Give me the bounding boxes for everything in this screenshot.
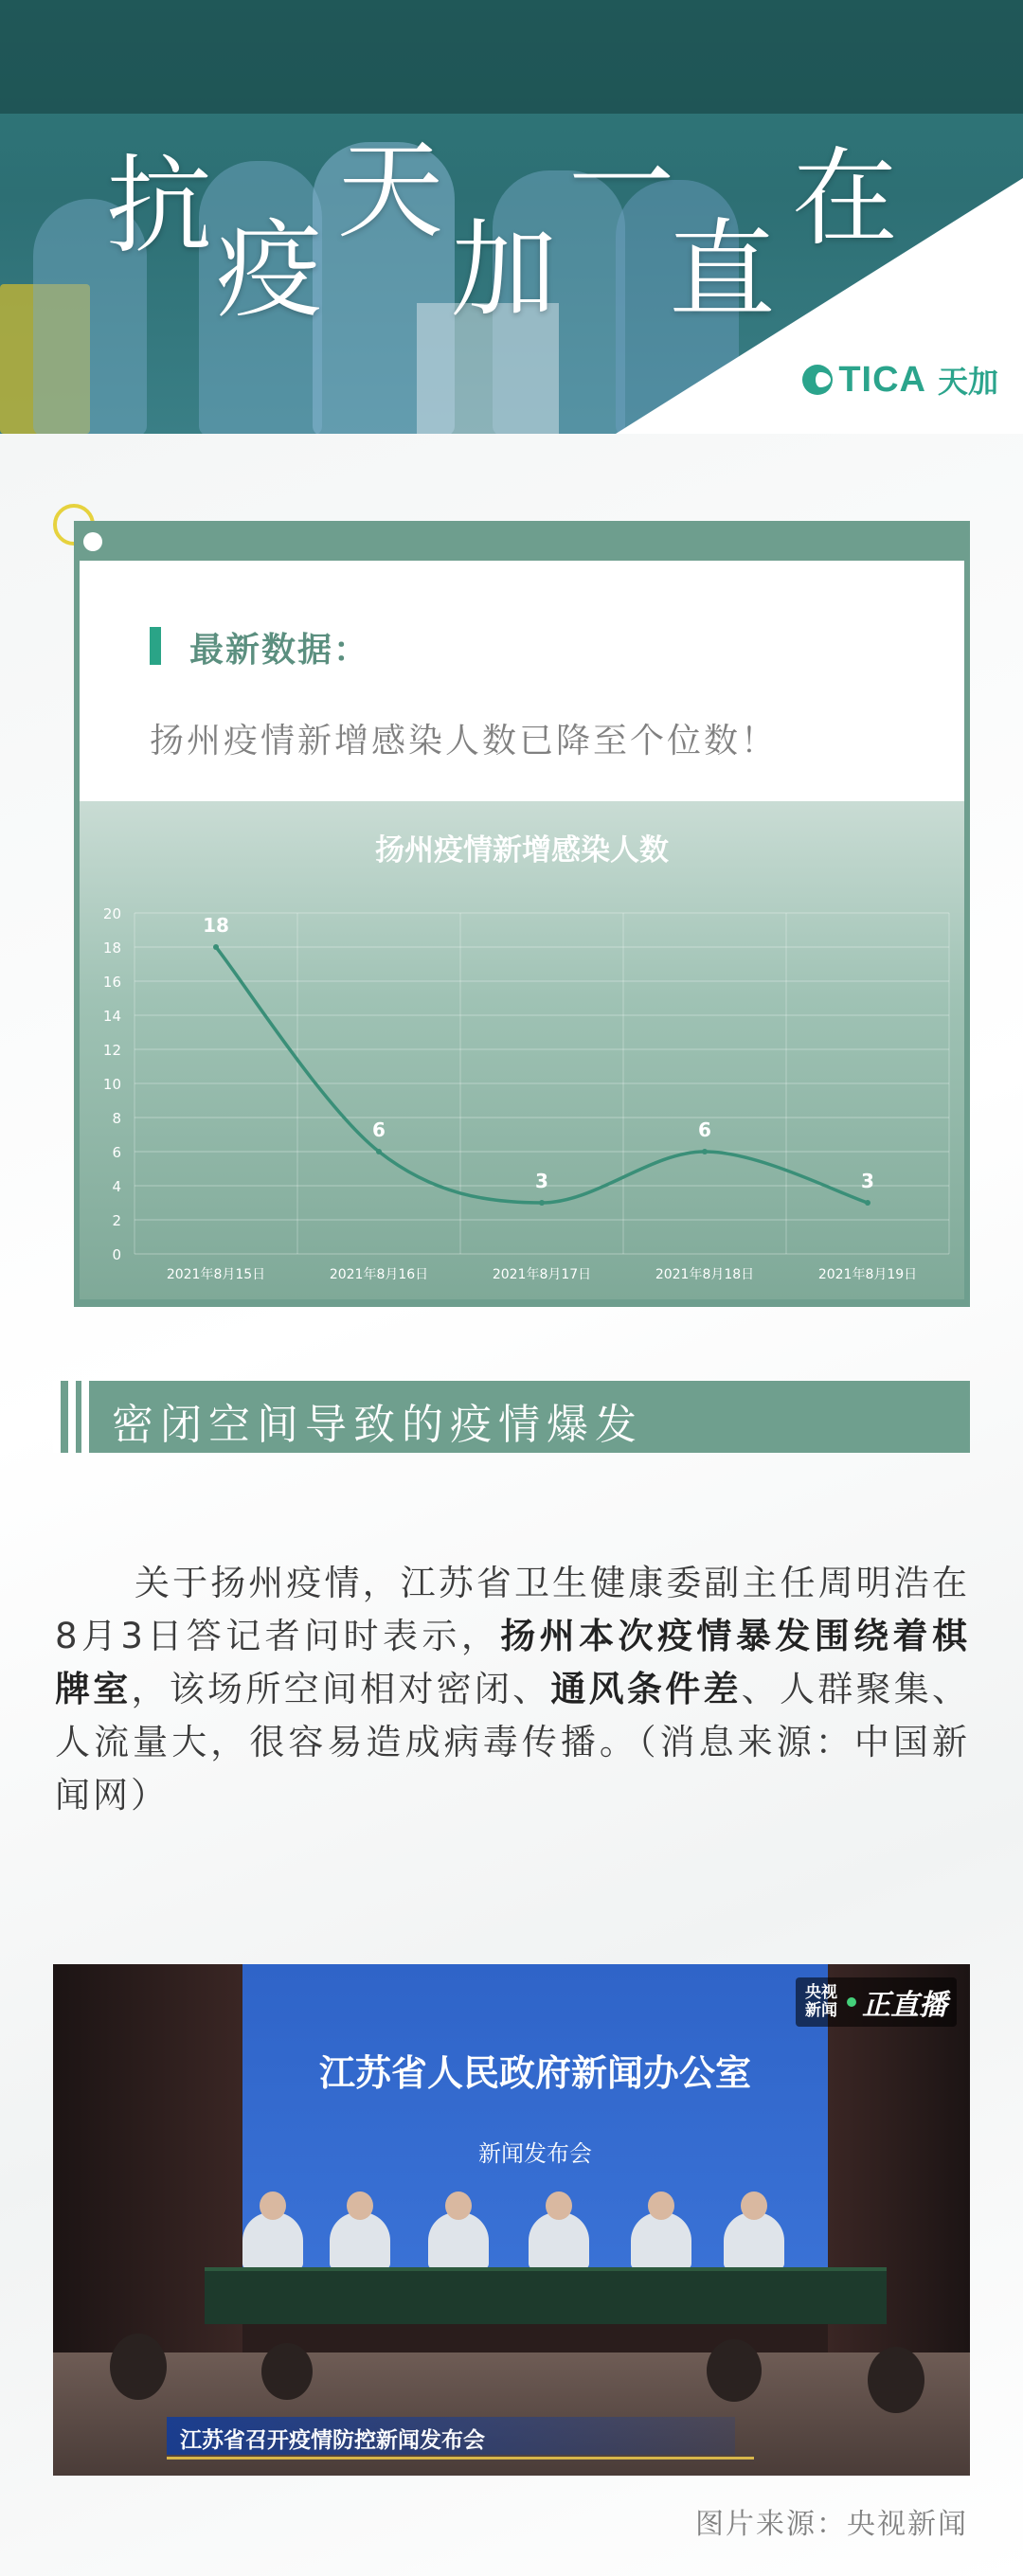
logo-text: TICA — [838, 359, 926, 400]
data-point — [702, 1149, 708, 1154]
data-point — [376, 1149, 382, 1154]
data-label: 6 — [698, 1118, 711, 1141]
banner-title-char: 疫 — [216, 209, 322, 332]
data-point — [865, 1200, 870, 1206]
screen-title: 江苏省人民政府新闻办公室 — [318, 2051, 751, 2094]
card-subtitle: 扬州疫情新增感染人数已降至个位数！ — [150, 722, 779, 760]
data-point — [213, 944, 219, 950]
y-tick-label: 2 — [112, 1212, 121, 1229]
line-chart — [80, 801, 964, 1299]
para-text: 、人群聚集、人流量大，很容易造成病毒传播。（消息来源：中国新闻网） — [55, 1669, 971, 1816]
banner-title-char: 一 — [568, 122, 674, 245]
card-heading: 最新数据： — [189, 631, 370, 670]
section-header — [53, 1381, 970, 1453]
para-bold: 通风条件差 — [550, 1669, 742, 1709]
series-line — [216, 947, 868, 1203]
caption-underline — [167, 2457, 754, 2460]
banner-title-char: 在 — [792, 137, 898, 260]
live-label: 正直播 — [862, 1989, 947, 2022]
ring-dot-icon — [83, 532, 102, 551]
para-text: 关于扬州疫情，江苏省卫生健康委副主任周明浩在8月3日答记者问时表示， — [55, 1563, 970, 1656]
chart-area — [80, 801, 964, 1299]
para-bold: 扬州本次疫情暴发围绕着棋牌室 — [55, 1616, 970, 1709]
data-label: 18 — [203, 914, 229, 937]
data-card — [74, 521, 970, 1307]
heading-bar — [150, 627, 161, 665]
tica-logo-icon — [802, 365, 833, 395]
x-tick-label: 2021年8月15日 — [166, 1267, 266, 1282]
section-title: 密闭空间导致的疫情爆发 — [112, 1401, 643, 1449]
photo-caption: 江苏省召开疫情防控新闻发布会 — [167, 2417, 735, 2455]
y-tick-label: 10 — [102, 1076, 121, 1093]
y-tick-label: 16 — [102, 974, 121, 991]
data-point — [539, 1200, 545, 1206]
x-tick-label: 2021年8月19日 — [817, 1267, 918, 1282]
data-label: 3 — [535, 1170, 548, 1192]
x-tick-label: 2021年8月16日 — [329, 1267, 429, 1282]
y-tick-label: 8 — [112, 1110, 121, 1127]
banner-title-char: 天 — [337, 130, 443, 253]
conference-table — [205, 2267, 887, 2324]
screen-subtitle: 新闻发布会 — [478, 2140, 592, 2167]
card-header — [80, 561, 964, 801]
press-conference-photo — [53, 1964, 970, 2476]
y-tick-label: 20 — [102, 905, 121, 922]
data-label: 3 — [861, 1170, 874, 1192]
header-stripe — [68, 1381, 76, 1453]
para-text: ，该场所空间相对密闭、 — [131, 1669, 551, 1709]
banner-title-char: 直 — [669, 209, 775, 332]
banner-title-char: 抗 — [106, 145, 212, 268]
photo-credit: 图片来源：央视新闻 — [695, 2508, 968, 2541]
x-tick-label: 2021年8月18日 — [655, 1267, 755, 1282]
live-dot-icon — [847, 1997, 856, 2007]
tica-logo — [802, 358, 998, 402]
y-tick-label: 12 — [102, 1042, 121, 1059]
y-tick-label: 4 — [112, 1178, 121, 1195]
header-stripe — [81, 1381, 89, 1453]
y-tick-label: 0 — [112, 1246, 121, 1263]
y-tick-label: 14 — [102, 1008, 121, 1025]
y-tick-label: 6 — [112, 1144, 121, 1161]
x-tick-label: 2021年8月17日 — [492, 1267, 592, 1282]
logo-cn: 天加 — [937, 364, 998, 400]
banner-title-char: 加 — [451, 209, 557, 332]
y-tick-label: 18 — [102, 939, 121, 957]
hero-banner — [0, 0, 1023, 434]
data-label: 6 — [372, 1118, 386, 1141]
header-stripe — [53, 1381, 61, 1453]
article-paragraph — [55, 1557, 970, 1822]
channel-name: 央视新闻 — [805, 1983, 837, 2020]
cctv-live-badge — [796, 1977, 957, 2027]
chart-title: 扬州疫情新增感染人数 — [375, 833, 669, 868]
